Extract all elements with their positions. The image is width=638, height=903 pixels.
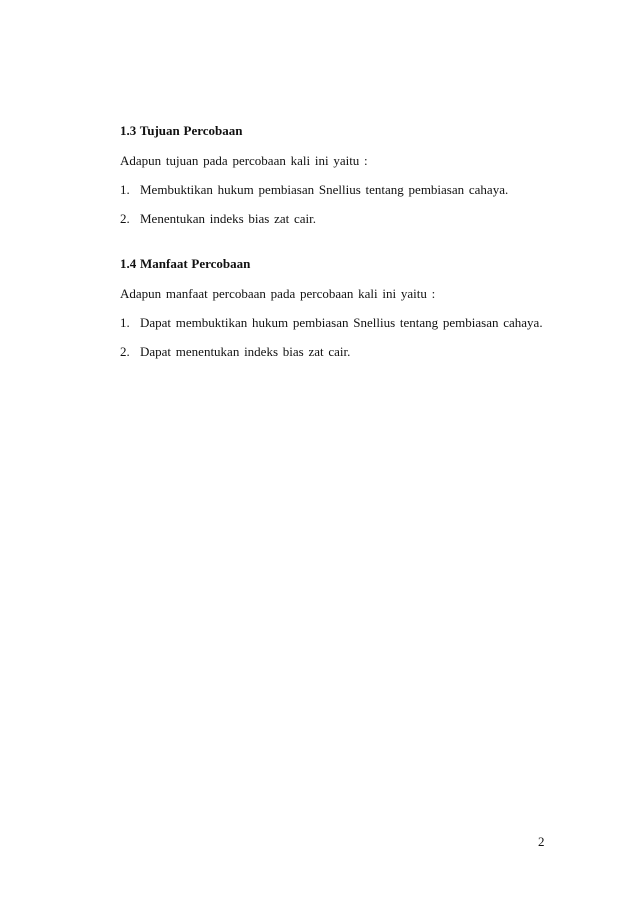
list-item-number: 1. — [120, 315, 130, 330]
list-item-number: 2. — [120, 344, 130, 359]
section-heading-manfaat: 1.4 Manfaat Percobaan — [120, 256, 251, 271]
list-item-text: Dapat membuktikan hukum pembiasan Snellius tentang pembiasan cahaya. — [140, 315, 543, 330]
list-item — [120, 211, 316, 227]
list-item — [120, 315, 543, 331]
list-item-number: 2. — [120, 211, 130, 226]
section-heading-tujuan: 1.3 Tujuan Percobaan — [120, 123, 243, 138]
paragraph-intro-manfaat: Adapun manfaat percobaan pada percobaan kali ini yaitu : — [120, 286, 436, 301]
list-item — [120, 344, 350, 360]
list-item — [120, 182, 508, 198]
list-item-text: Membuktikan hukum pembiasan Snellius tentang pembiasan cahaya. — [140, 182, 509, 197]
paragraph-intro-tujuan: Adapun tujuan pada percobaan kali ini yaitu : — [120, 153, 368, 168]
list-item-text: Dapat menentukan indeks bias zat cair. — [140, 344, 351, 359]
list-item-text: Menentukan indeks bias zat cair. — [140, 211, 317, 226]
page-number: 2 — [538, 834, 545, 849]
list-item-number: 1. — [120, 182, 130, 197]
